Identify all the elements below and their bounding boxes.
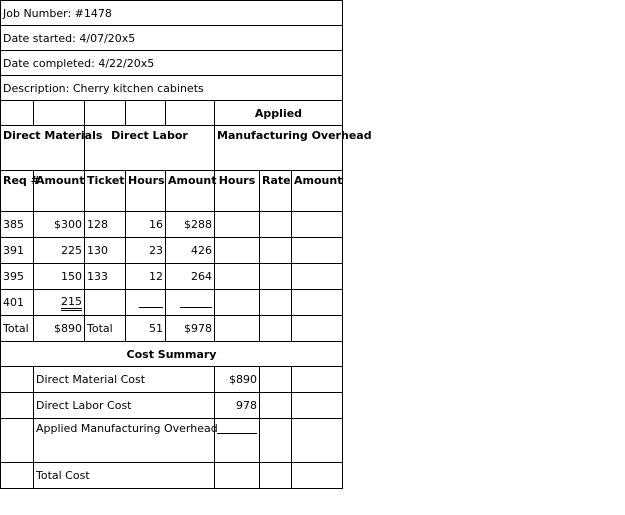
summary-label: Direct Labor Cost xyxy=(34,393,215,419)
req-cell: 385 xyxy=(1,212,34,238)
dl-total: $978 xyxy=(166,316,215,342)
dm-total: $890 xyxy=(34,316,85,342)
dm-amount-cell: 215 xyxy=(61,296,82,311)
dl-total-label: Total xyxy=(85,316,126,342)
ticket-cell: 133 xyxy=(85,264,126,290)
dm-amount-cell: $300 xyxy=(34,212,85,238)
summary-row xyxy=(1,419,343,463)
col-oh-amount: Amount xyxy=(292,171,343,212)
hours-cell: 23 xyxy=(126,238,166,264)
ticket-cell: 128 xyxy=(85,212,126,238)
summary-row xyxy=(1,367,343,393)
col-req: Req # xyxy=(1,171,34,212)
table-row xyxy=(1,264,343,290)
col-dl-amount: Amount xyxy=(166,171,215,212)
summary-amount-blank-line xyxy=(217,421,257,434)
direct-labor-header: Direct Labor xyxy=(85,126,215,171)
hours-blank-line xyxy=(139,295,163,308)
ticket-cell: 130 xyxy=(85,238,126,264)
dl-amount-blank-line xyxy=(180,295,212,308)
dm-amount-cell: 225 xyxy=(34,238,85,264)
applied-label: Applied xyxy=(215,101,343,126)
ticket-cell xyxy=(85,290,126,316)
col-dl-hours: Hours xyxy=(126,171,166,212)
dl-amount-cell: 426 xyxy=(166,238,215,264)
summary-row xyxy=(1,393,343,419)
direct-materials-header: Direct Materials xyxy=(1,126,85,171)
dm-amount-cell: 150 xyxy=(34,264,85,290)
total-label: Total xyxy=(1,316,34,342)
summary-row xyxy=(1,463,343,489)
col-dm-amount: Amount xyxy=(34,171,85,212)
cost-summary-title: Cost Summary xyxy=(1,342,343,367)
hours-cell: 16 xyxy=(126,212,166,238)
summary-amount xyxy=(215,463,260,489)
dl-amount-cell: 264 xyxy=(166,264,215,290)
col-ticket: Ticket xyxy=(85,171,126,212)
summary-label: Applied Manufacturing Overhead xyxy=(34,419,215,463)
req-cell: 401 xyxy=(1,290,34,316)
manufacturing-overhead-header: Manufacturing Overhead xyxy=(215,126,343,171)
col-oh-hours: Hours xyxy=(215,171,260,212)
job-description: Description: Cherry kitchen cabinets xyxy=(1,76,343,101)
summary-amount: $890 xyxy=(215,367,260,393)
req-cell: 395 xyxy=(1,264,34,290)
hours-cell: 12 xyxy=(126,264,166,290)
hours-total: 51 xyxy=(126,316,166,342)
summary-amount: 978 xyxy=(215,393,260,419)
date-started: Date started: 4/07/20x5 xyxy=(1,26,343,51)
req-cell: 391 xyxy=(1,238,34,264)
dl-amount-cell: $288 xyxy=(166,212,215,238)
totals-row xyxy=(1,316,343,342)
table-row xyxy=(1,212,343,238)
summary-label: Total Cost xyxy=(34,463,215,489)
table-row xyxy=(1,238,343,264)
date-completed: Date completed: 4/22/20x5 xyxy=(1,51,343,76)
summary-label: Direct Material Cost xyxy=(34,367,215,393)
table-row xyxy=(1,290,343,316)
job-number: Job Number: #1478 xyxy=(1,1,343,26)
col-oh-rate: Rate xyxy=(260,171,292,212)
